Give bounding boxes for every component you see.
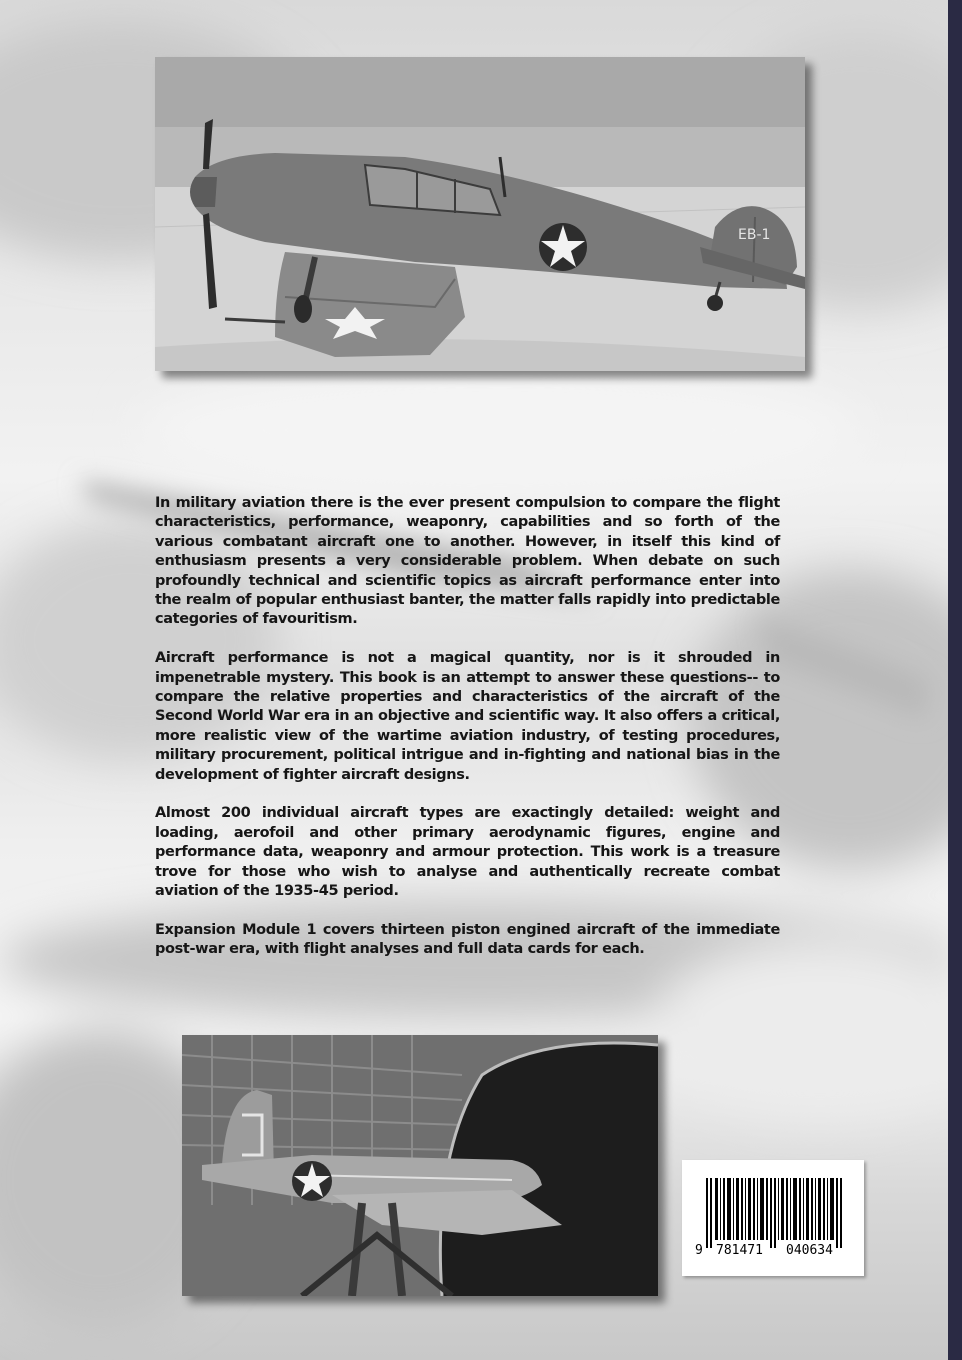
top-photo [155, 57, 805, 371]
wind-tunnel-aircraft-photo-icon [182, 1035, 658, 1296]
blurb-paragraph: Almost 200 individual aircraft types are exactingly detailed: weight and loading, aerofoil and other primary aerodynamic figures, engine and performance data, weaponry and armour protection. This work is a treasure trove for those who wish to analyse and authentically recreate combat aviation of the 1935-45 period. [155, 805, 780, 900]
fuselage-code: EB-1 [738, 227, 771, 243]
isbn-digits [692, 1243, 854, 1259]
isbn-barcode-icon [692, 1178, 854, 1248]
isbn-right-group: 040634 [786, 1243, 833, 1258]
fighter-aircraft-photo-icon [155, 57, 805, 371]
spine-edge [948, 0, 962, 1360]
blurb-paragraph: Aircraft performance is not a magical quantity, nor is it shrouded in impenetrable mystery. This book is an attempt to answer these questions-- to compare the relative properties and characteristics of the aircraft of the Second World War era in an objective and scientific way. It also offers a critical, more realistic view of the wartime aviation industry, of testing procedures, military procurement, political intrigue and in-fighting and national bias in the development of fighter aircraft designs. [155, 650, 780, 783]
back-cover-blurb [155, 494, 780, 979]
blurb-paragraph: Expansion Module 1 covers thirteen piston engined aircraft of the immediate post-war era, with flight analyses and full data cards for each. [155, 921, 780, 958]
isbn-left-group: 781471 [716, 1243, 763, 1258]
bottom-photo [182, 1035, 658, 1296]
isbn-barcode [682, 1160, 864, 1276]
isbn-first-digit: 9 [695, 1243, 703, 1258]
blurb-paragraph: In military aviation there is the ever present compulsion to compare the flight characteristics, performance, weaponry, capabilities and so forth of the various combatant aircraft one to another. However, in itself this kind of enthusiasm presents a very considerable problem. When debate on such profoundly technical and scientific topics as aircraft performance enter into the realm of popular enthusiast banter, the matter falls rapidly into predictable categories of favouritism. [155, 495, 780, 628]
